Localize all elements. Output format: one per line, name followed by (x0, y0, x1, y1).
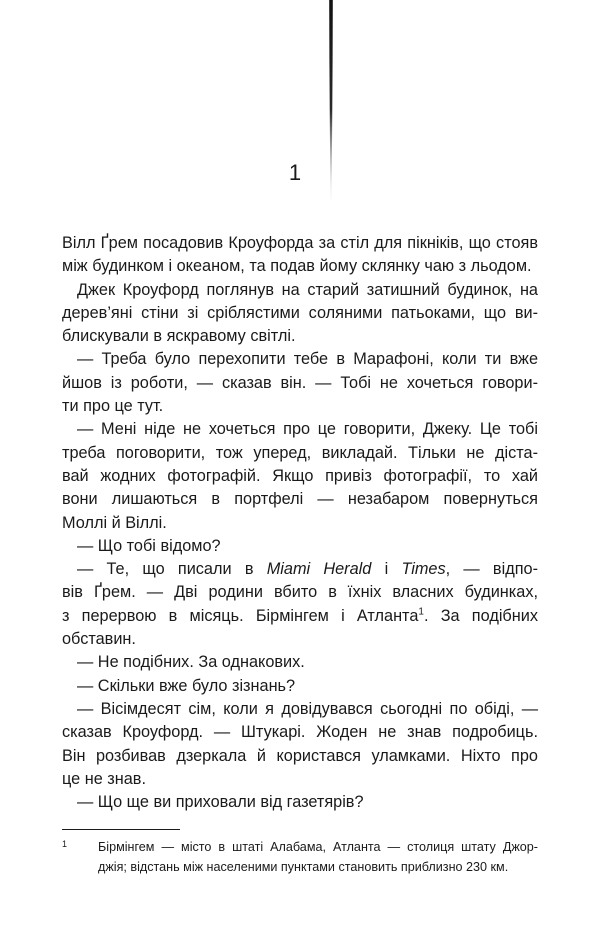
footnote-line: джія; відстань між населеними пунктами становить приблизно 230 км. (98, 860, 509, 874)
text-line: — Що тобі відомо? (77, 536, 221, 555)
text-line (62, 558, 538, 581)
italic-title: Miami Herald (266, 560, 372, 579)
text-line: сказав Кроуфорд. — Штукарі. Жоден не знав подробиць. (62, 723, 538, 742)
text-line: вай жодних фотографій. Якщо привіз фотографії, то хай (62, 466, 538, 485)
text-line (62, 605, 538, 628)
text-line: блискували в яскравому світлі. (62, 327, 296, 346)
italic-title: Times (401, 560, 446, 579)
text-line: це не знав. (62, 769, 146, 788)
text-segment: , — відпо- (445, 560, 538, 579)
text-line: вони лишаються в портфелі — незабаром повернуться (62, 490, 538, 509)
text-line: обставин. (62, 630, 136, 649)
footnote-marker: 1 (62, 839, 68, 849)
text-line: — Вісімдесят сім, коли я довідувався сьогодні по обіді, — (77, 699, 538, 718)
text-line: Моллі й Віллі. (62, 513, 167, 532)
text-segment: . За подібних (423, 606, 538, 625)
text-line: йшов із роботи, — сказав він. — Тобі не хочеться говори- (62, 373, 538, 392)
decorative-drip-line (326, 0, 336, 200)
text-line: Джек Кроуфорд поглянув на старий затишний будинок, на (77, 280, 538, 299)
text-line: вів Ґрем. — Дві родини вбито в їхніх власних будинках, (62, 583, 538, 602)
footnote (62, 837, 538, 877)
text-line: Вілл Ґрем посадовив Кроуфорда за стіл для пікніків, що стояв (62, 234, 538, 252)
chapter-number: 1 (288, 160, 302, 185)
body-text (62, 232, 538, 814)
text-line: — Скільки вже було зізнань? (77, 676, 296, 695)
footnote-line: Бірмінгем — місто в штаті Алабама, Атланта — столиця штату Джор- (98, 840, 538, 854)
text-line: Він розбивав дзеркала й користався уламками. Ніхто про (62, 746, 538, 765)
text-segment: — Те, що писали в (77, 560, 267, 579)
footnote-divider (62, 829, 180, 830)
text-line: — Мені ніде не хочеться про це говорити, Джеку. Це тобі (77, 420, 538, 439)
text-segment: з перервою в місяць. Бірмінгем і Атланта (62, 606, 419, 625)
text-line: треба поговорити, тож уперед, викладай. Тільки не діста- (62, 443, 538, 462)
text-line: між будинком і океаном, та подав йому склянку чаю з льодом. (62, 257, 532, 276)
text-line: ти про це тут. (62, 397, 164, 416)
text-segment: і (371, 560, 402, 579)
text-line: дерев’яні стіни зі сріблястими соляними патьоками, що ви- (62, 303, 538, 322)
text-line: — Треба було перехопити тебе в Марафоні, коли ти вже (77, 350, 538, 369)
text-line: — Не подібних. За однакових. (77, 653, 305, 672)
text-line: — Що ще ви приховали від газетярів? (77, 793, 364, 812)
footnote-reference: 1 (418, 606, 424, 618)
